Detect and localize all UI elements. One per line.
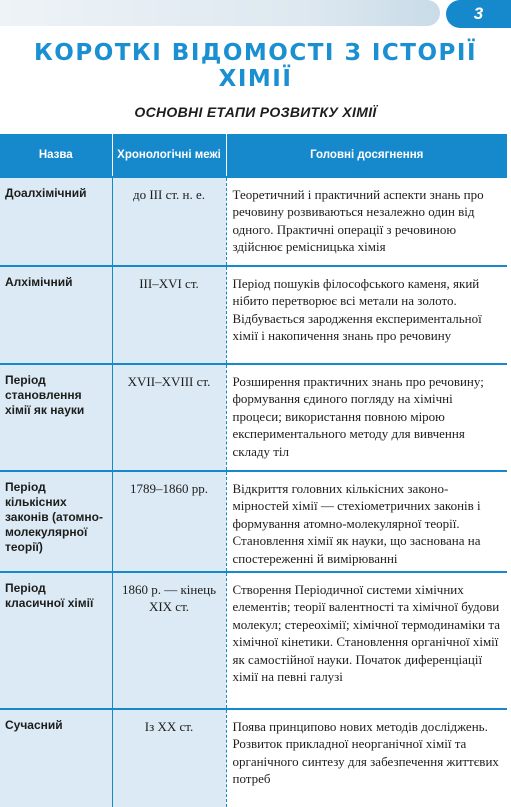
stage-name: Сучасний — [0, 709, 112, 807]
table-row — [0, 471, 507, 572]
table-row — [0, 572, 507, 709]
table-row — [0, 266, 507, 364]
table-header-row — [0, 134, 507, 177]
stage-achievements: Теоретичний і практичний аспекти знань про речовину розвиваються незалежно один від одного. Практичні операції з речовиною здійснює ремісницька хімія — [226, 177, 507, 266]
history-stages-table — [0, 134, 507, 807]
page-number-badge: 3 — [446, 0, 511, 28]
stage-achievements: Поява принципово нових методів досліджень. Розвиток прикладної неорганічної хімії та органічного синтезу для забезпечення життєвих потреб — [226, 709, 507, 807]
stage-period: 1789–1860 рр. — [112, 471, 226, 572]
column-header-achievements: Головні досягнення — [226, 134, 507, 177]
stage-period: до III ст. н. е. — [112, 177, 226, 266]
stage-name: Період класичної хімії — [0, 572, 112, 709]
stage-achievements: Створення Періодичної системи хімічних елементів; теорії валентності та хімічної будови молекул; стереохімії; хімічної термодинаміки та хімічної кінетики. Становлення органічної хімії як самостійної науки. Початок диференціації хімії на певні галузі — [226, 572, 507, 709]
stage-name: Алхімічний — [0, 266, 112, 364]
stage-name: Доалхімічний — [0, 177, 112, 266]
stage-name: Період становлення хімії як науки — [0, 364, 112, 471]
column-header-name: Назва — [0, 134, 112, 177]
page-title: КОРОТКІ ВІДОМОСТІ З ІСТОРІЇ ХІМІЇ — [33, 40, 477, 92]
stage-period: XVII–XVIII ст. — [112, 364, 226, 471]
header-band — [0, 0, 440, 26]
stage-period: Із XX ст. — [112, 709, 226, 807]
table-row — [0, 364, 507, 471]
table-row — [0, 709, 507, 807]
stage-achievements: Розширення практичних знань про речовину; формування єдиного погляду на хімічні процеси; використання повною мірою експериментального методу для вивчення складу тіл — [226, 364, 507, 471]
stage-period: 1860 р. — кінець XIX ст. — [112, 572, 226, 709]
table-caption: ОСНОВНІ ЕТАПИ РОЗВИТКУ ХІМІЇ — [134, 104, 377, 120]
stage-period: III–XVI ст. — [112, 266, 226, 364]
stage-achievements: Відкриття головних кількісних законо-мірностей хімії — стехіометричних законів і формування атомно-молекулярної теорії. Становлення хімії як науки, що заснована на спостереженні й вимірюванні — [226, 471, 507, 572]
column-header-period: Хронологічні межі — [112, 134, 226, 177]
stage-achievements: Період пошуків філософського каменя, який нібито перетворює всі метали на золото. Відбувається зародження експериментальної хімії і накопичення знань про речовину — [226, 266, 507, 364]
stage-name: Період кількісних законів (атомно-молекулярної теорії) — [0, 471, 112, 572]
table-row — [0, 177, 507, 266]
